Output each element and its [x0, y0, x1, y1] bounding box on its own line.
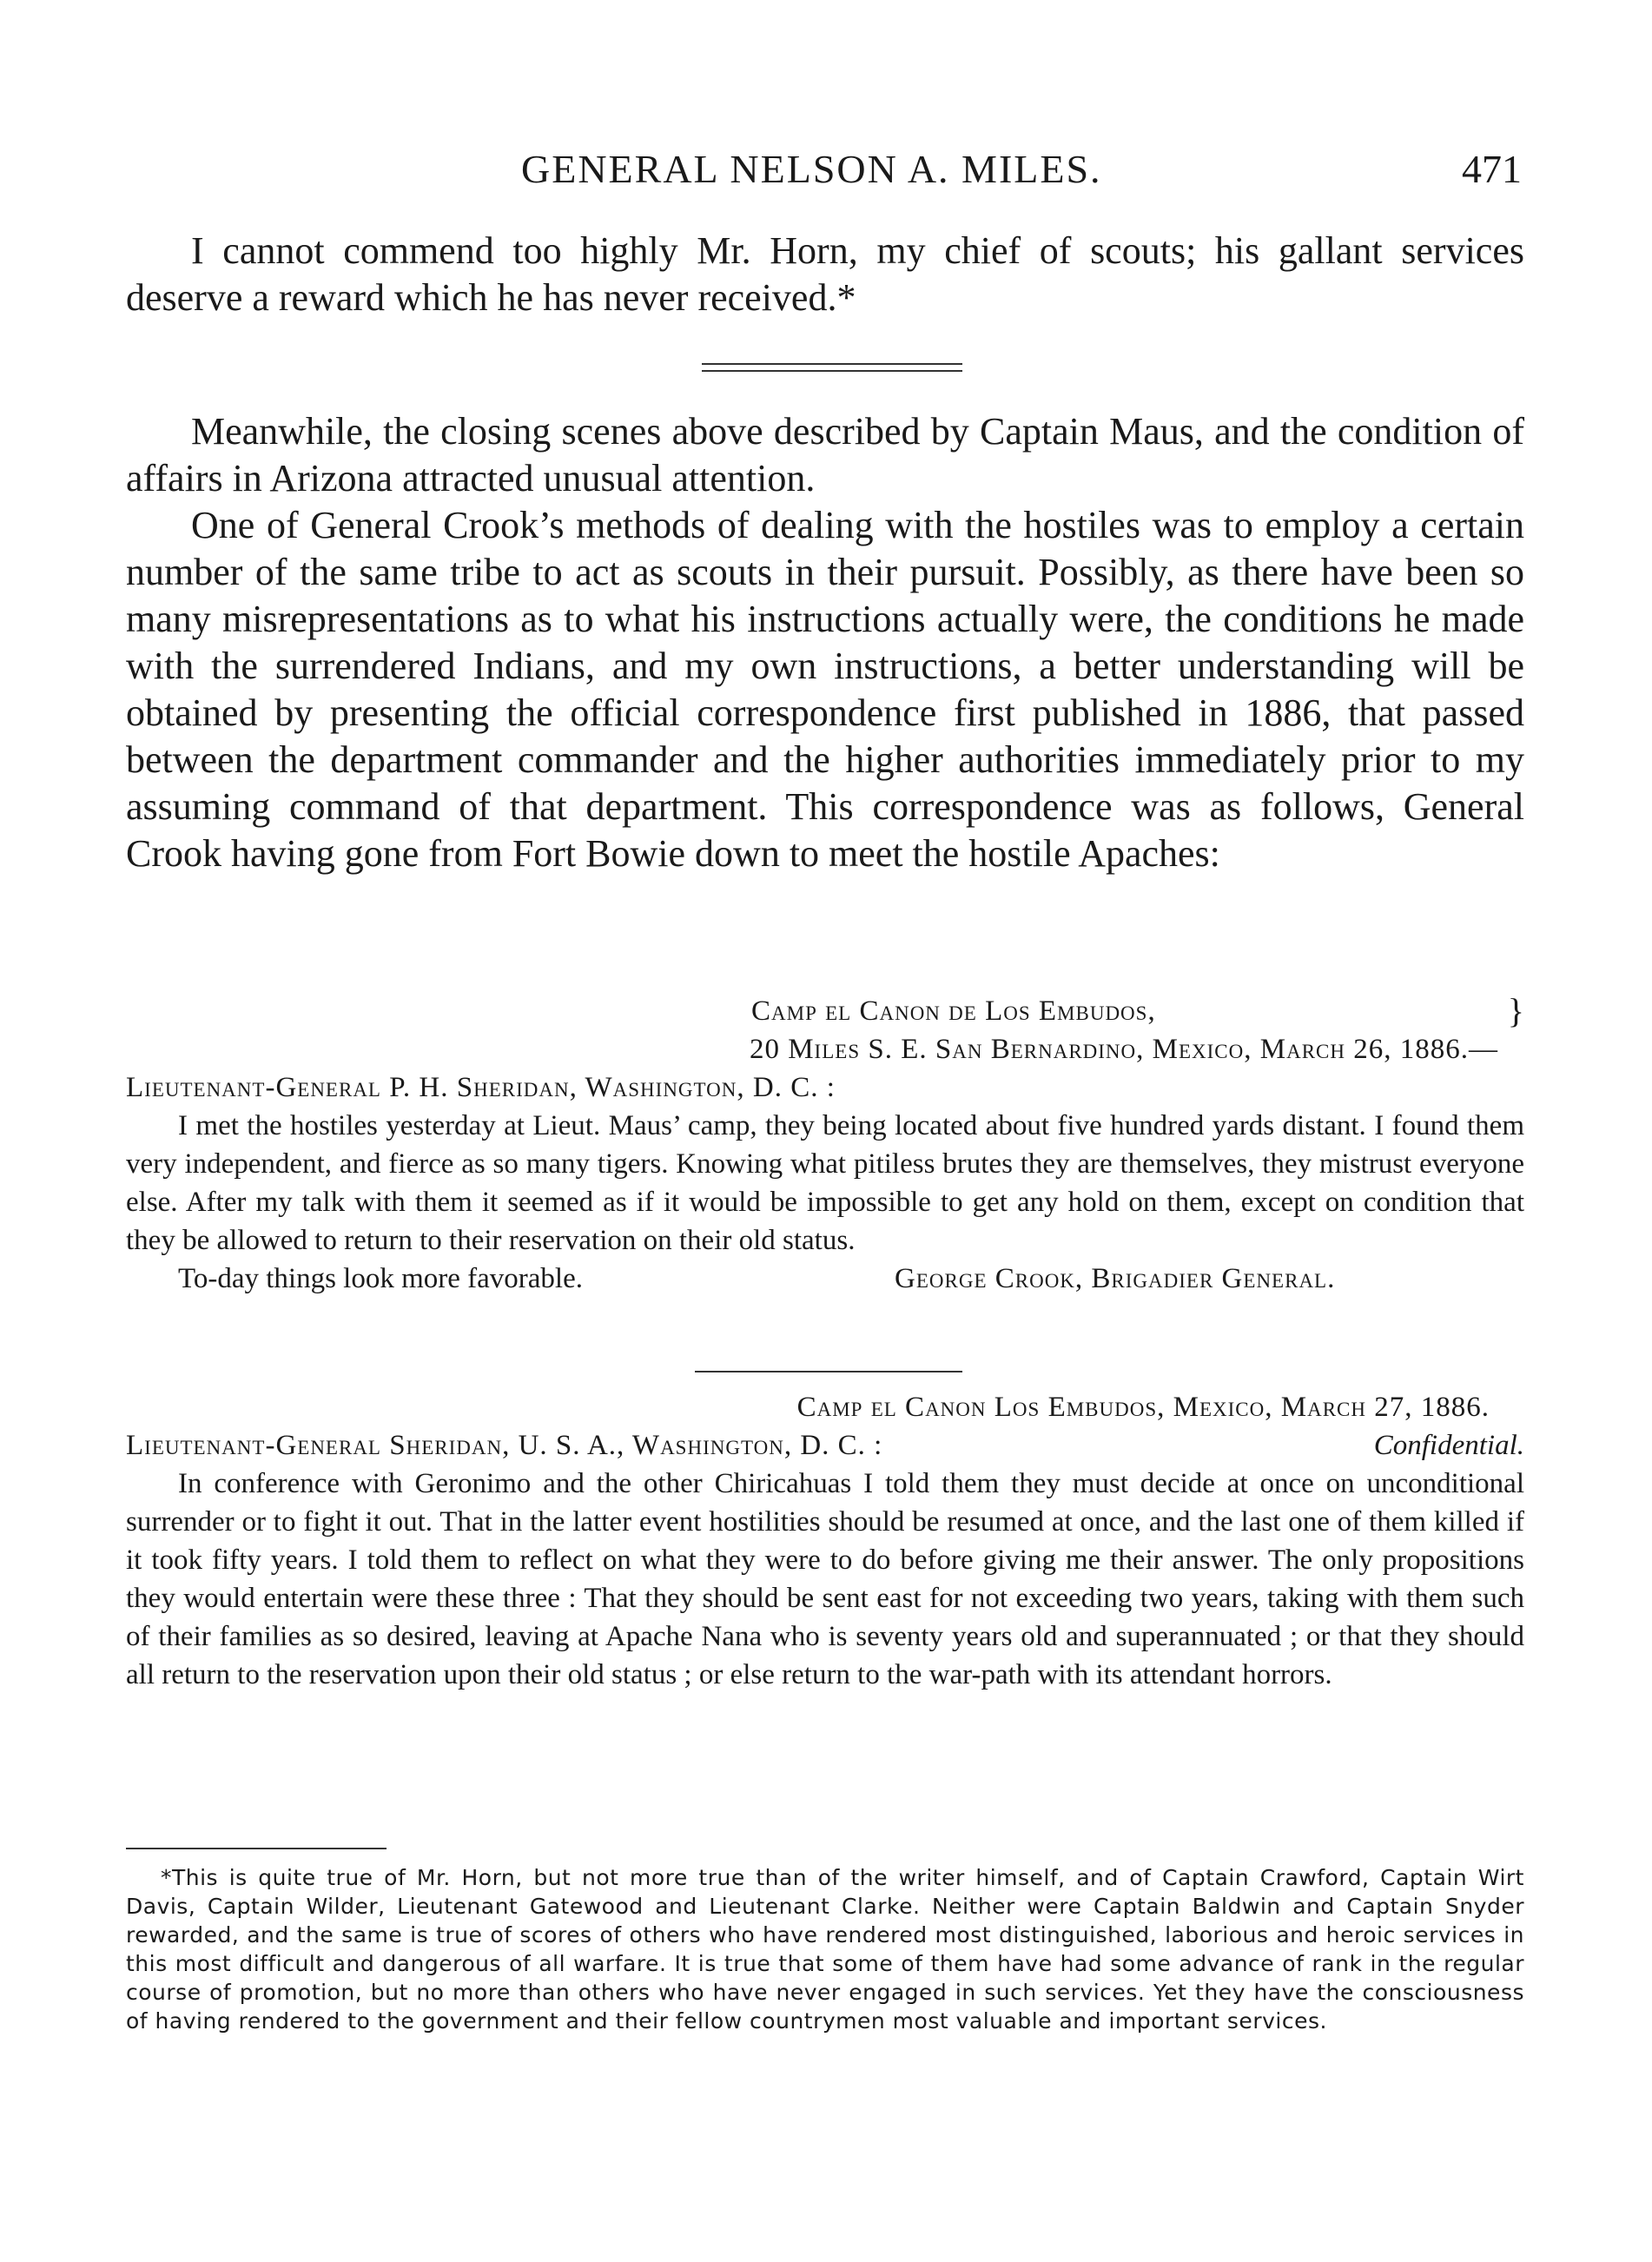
section-divider-bottom — [702, 370, 962, 372]
footnote-block — [126, 1863, 1524, 2035]
letter-1-body: I met the hostiles yesterday at Lieut. Maus’ camp, they being located about five hundred yards distant. I found them very independent, and fierce as so many tigers. Knowing what pitiless brutes they are themselves, they mistrust everyone else. After my talk with them it seemed as if it would be impossible to get any hold on them, except on condition that they be allowed to return to their reservation on their old status. — [126, 1110, 1524, 1256]
letter-1-signature: George Crook, Brigadier General. — [895, 1263, 1336, 1294]
intro-paragraph: I cannot commend too highly Mr. Horn, my chief of scouts; his gallant services deserve a reward which he has never received.* — [126, 229, 1524, 319]
letter-1-closing: To-day things look more favorable. — [178, 1263, 583, 1294]
running-title: GENERAL NELSON A. MILES. — [521, 147, 1102, 191]
brace-glyph: } — [1507, 991, 1524, 1030]
paragraph-1: Meanwhile, the closing scenes above described by Captain Maus, and the condition of affairs in Arizona attracted unusual attention. — [126, 410, 1524, 499]
letter-1-addressee: Lieutenant-General P. H. Sheridan, Washington, D. C. : — [126, 1072, 836, 1103]
intro-paragraph-block — [126, 228, 1524, 321]
letter-2-body: In conference with Geronimo and the other Chiricahuas I told them they must decide at once on unconditional surrender or to fight it out. That in the latter event hostilities should be resumed at once, and the last one of them killed if it took fifty years. I told them to reflect on what they were to do before giving me their answer. The only propositions they would entertain were these three : That they should be sent east for not exceeding two years, taking with them such of their families as so desired, leaving at Apache Nana who is seventy years old and superannuated ; or that they should all return to the reservation upon their old status ; or else return to the war-path with its attendant horrors. — [126, 1468, 1524, 1690]
letter-2-addressee-line — [126, 1426, 1524, 1465]
letter-2-place-line: Camp el Canon Los Embudos, Mexico, March 27, 1886. — [796, 1392, 1490, 1423]
page-number: 471 — [1462, 147, 1522, 191]
running-header — [0, 146, 1652, 198]
footnote: *This is quite true of Mr. Horn, but not more true than of the writer himself, and of Captain Crawford, Captain Wirt Davis, Captain Wilder, Lieutenant Gatewood and Lieutenant Clarke. Neither were Captain Baldwin and Captain Snyder rewarded, and the same is true of scores of others who have rendered most distinguished, laborious and heroic services in this most difficult and dangerous of all warfare. It is true that some of them have had some advance of rank in the regular course of promotion, but no more than others who have never engaged in such services. Yet they have the consciousness of having rendered to the government and their fellow countrymen most valuable and important services. — [126, 1865, 1524, 2034]
main-text-block — [126, 408, 1524, 877]
letter-2 — [126, 1388, 1524, 1694]
footnote-rule — [126, 1848, 387, 1849]
letter-1-place-line-2: 20 Miles S. E. San Bernardino, Mexico, March 26, 1886.— — [749, 1034, 1498, 1065]
letter-1 — [126, 992, 1524, 1298]
letter-1-place-line-1: Camp el Canon de Los Embudos, } — [751, 991, 1524, 1030]
confidential-mark: Confidential. — [1373, 1430, 1524, 1461]
letter-2-addressee: Lieutenant-General Sheridan, U. S. A., Washington, D. C. : — [126, 1430, 883, 1461]
paragraph-2: One of General Crook’s methods of dealing with the hostiles was to employ a certain number of the same tribe to act as scouts in their pursuit. Possibly, as there have been so many misrepresentations as to what his instructions actually were, the conditions he made with the surrendered Indians, and my own instructions, a better understanding will be obtained by presenting the official correspondence first published in 1886, that passed between the department commander and the higher authorities immediately prior to my assuming command of that department. This correspondence was as follows, General Crook having gone from Fort Bowie down to meet the hostile Apaches: — [126, 504, 1524, 875]
letter-divider — [695, 1371, 962, 1372]
letter-1-closing-line — [126, 1260, 1524, 1298]
section-divider-top — [702, 363, 962, 365]
